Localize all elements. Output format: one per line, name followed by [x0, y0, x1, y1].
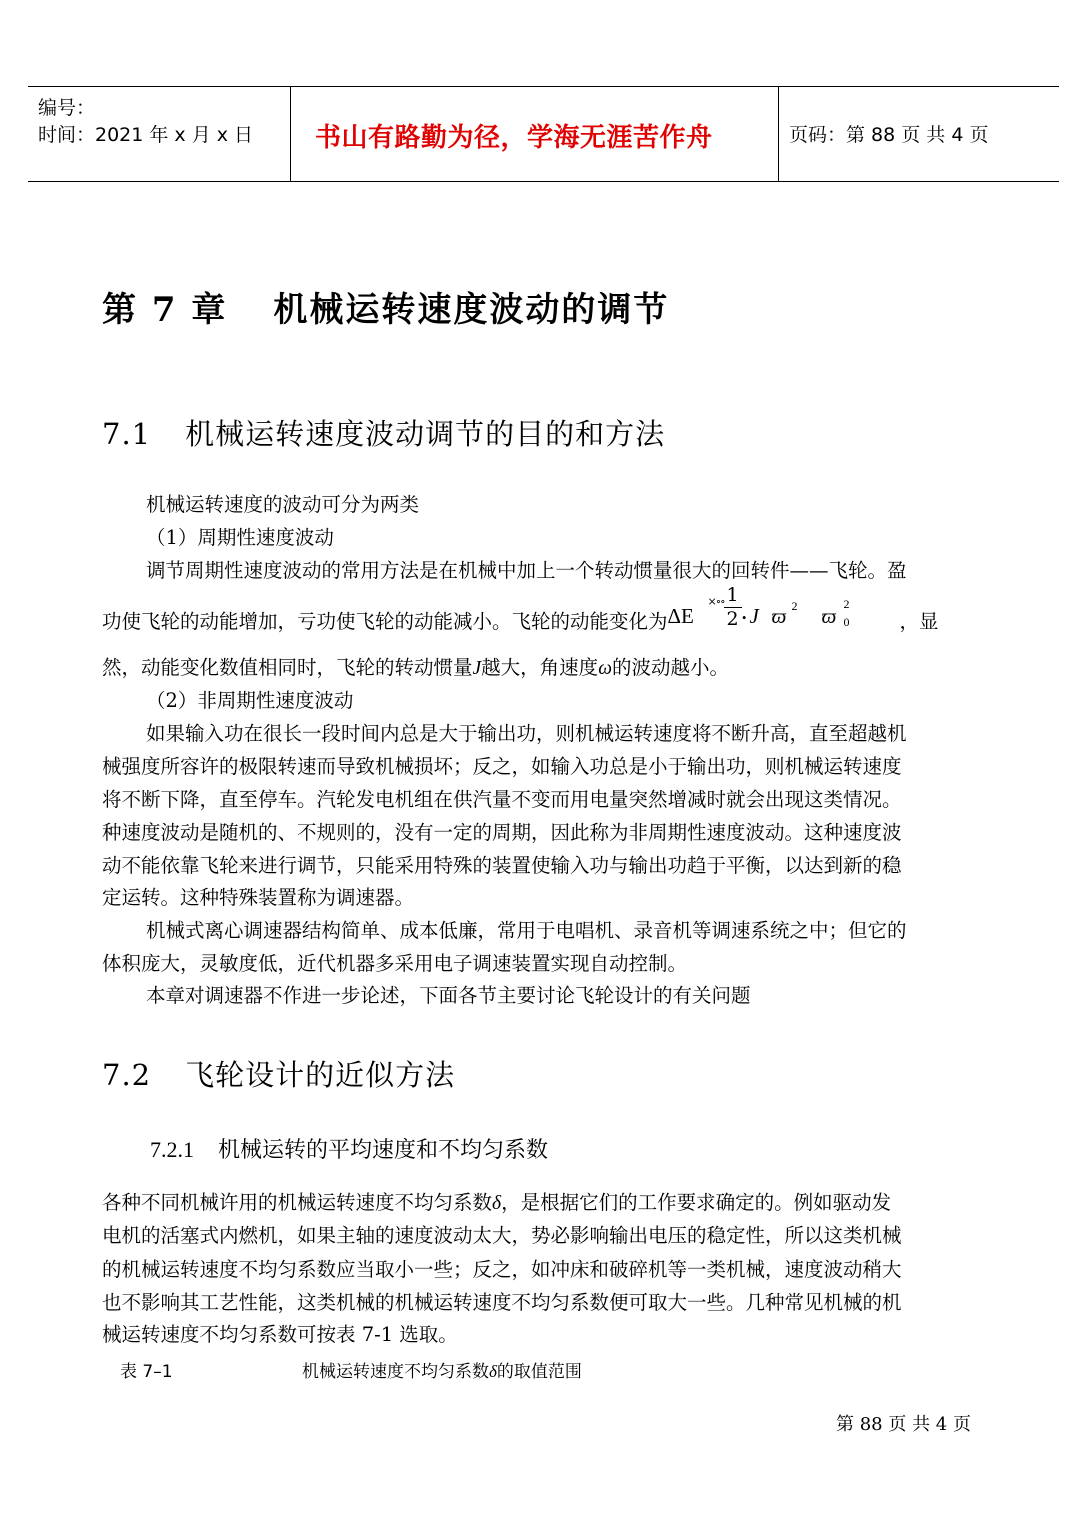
header-motto-cell: [290, 87, 779, 181]
formula-omega: ϖ: [771, 604, 787, 628]
formula-fraction: [724, 586, 742, 629]
section-heading-7-2: [102, 1053, 455, 1094]
page-info: 页码：第 88 页 共 4 页: [789, 124, 989, 146]
table-label: 表 7–1: [120, 1362, 173, 1382]
paragraph: 定运转。这种特殊装置称为调速器。: [102, 886, 415, 909]
chapter-title: [102, 282, 669, 331]
paragraph: 动不能依靠飞轮来进行调节，只能采用特殊的装置使输入功与输出功趋于平衡，以达到新的稳: [102, 854, 902, 877]
formula-subscript: 0: [843, 615, 850, 629]
formula-numerator: 1: [726, 584, 739, 606]
subsection-heading-7-2-1: [150, 1133, 548, 1164]
paragraph: 将不断下降，直至停车。汽轮发电机组在供汽量不变而用电量突然增减时就会出现这类情况。: [102, 788, 902, 811]
paragraph: 也不影响其工艺性能，这类机械的机械运转速度不均匀系数便可取大一些。几种常见机械的机: [102, 1291, 902, 1314]
paragraph-text: 然，动能变化数值相同时，飞轮的转动惯量: [102, 656, 473, 679]
paragraph: [102, 1193, 891, 1214]
formula-denominator: 2: [726, 608, 739, 630]
paragraph: 种速度波动是随机的、不规则的，没有一定的周期，因此称为非周期性速度波动。这种速度波: [102, 821, 902, 844]
header-page-cell: [779, 87, 1059, 181]
formula-delta-e: ΔE: [667, 604, 694, 628]
table-title: [302, 1357, 582, 1382]
paragraph: 本章对调速器不作进一步论述，下面各节主要讨论飞轮设计的有关问题: [146, 984, 751, 1007]
header-left-cell: [28, 87, 290, 181]
paragraph: 的机械运转速度不均匀系数应当取小一些；反之，如冲床和破碎机等一类机械，速度波动稍大: [102, 1258, 902, 1281]
section-number: 7.2: [102, 1058, 152, 1092]
inertia-symbol: J: [472, 658, 482, 679]
section-title: 飞轮设计的近似方法: [185, 1058, 456, 1092]
paragraph: （1）周期性速度波动: [146, 526, 334, 549]
delta-symbol: δ: [492, 1193, 502, 1214]
formula-omega0: ϖ: [821, 604, 837, 628]
table-title-text: 机械运转速度不均匀系数: [302, 1362, 489, 1382]
paragraph-text: 各种不同机械许用的机械运转速度不均匀系数: [102, 1191, 493, 1214]
chapter-number: 第 7 章: [102, 290, 228, 330]
paragraph-text: 功使飞轮的动能增加，亏功使飞轮的动能减小。飞轮的动能变化为: [102, 610, 668, 633]
number-label: 编号：: [38, 97, 96, 119]
paragraph: 调节周期性速度波动的常用方法是在机械中加上一个转动惯量很大的回转件——飞轮。盈: [146, 559, 907, 582]
paragraph: 机械运转速度的波动可分为两类: [146, 493, 420, 516]
subsection-title: 机械运转的平均速度和不均匀系数: [218, 1138, 549, 1163]
section-number: 7.1: [102, 417, 152, 451]
formula-superscript: 2: [791, 599, 798, 613]
motto: 书山有路勤为径，学海无涯苦作舟: [315, 123, 713, 153]
formula-inertia: J: [749, 604, 759, 628]
paragraph: 械强度所容许的极限转速而导致机械损坏；反之，如输入功总是小于输出功，则机械运转速度: [102, 755, 902, 778]
formula-artifact: ∙: [741, 611, 747, 624]
formula-artifact: ×∘∘: [707, 595, 725, 608]
omega-symbol: ω: [598, 658, 612, 679]
paragraph: 电机的活塞式内燃机，如果主轴的速度波动太大，势必影响输出电压的稳定性，所以这类机械: [102, 1224, 902, 1247]
page-header: [28, 86, 1059, 182]
chapter-title-text: 机械运转速度波动的调节: [273, 290, 670, 330]
paragraph-with-formula: [102, 584, 939, 633]
paragraph: 械运转速度不均匀系数可按表 7-1 选取。: [102, 1323, 458, 1346]
kinetic-energy-formula: [667, 584, 900, 630]
paragraph-text: 的波动越小。: [611, 656, 729, 679]
paragraph-text: ，是根据它们的工作要求确定的。例如驱动发: [501, 1191, 892, 1214]
date-label: 时间：2021 年 x 月 x 日: [38, 124, 254, 146]
paragraph: 机械式离心调速器结构简单、成本低廉，常用于电唱机、录音机等调速系统之中；但它的: [146, 919, 907, 942]
page-footer: 第 88 页 共 4 页: [836, 1414, 971, 1435]
paragraph: 体积庞大，灵敏度低，近代机器多采用电子调速装置实现自动控制。: [102, 952, 688, 975]
section-title: 机械运转速度波动调节的目的和方法: [185, 417, 666, 451]
paragraph-text: ，显: [899, 610, 939, 633]
table-title-text: 的取值范围: [496, 1362, 582, 1382]
delta-symbol: δ: [489, 1362, 497, 1381]
paragraph: 如果输入功在很长一段时间内总是大于输出功，则机械运转速度将不断升高，直至超越机: [146, 722, 907, 745]
paragraph: [102, 658, 729, 679]
formula-superscript: 2: [843, 597, 850, 611]
paragraph: （2）非周期性速度波动: [146, 689, 354, 712]
paragraph-text: 越大，角速度: [481, 656, 599, 679]
section-heading-7-1: [102, 412, 665, 453]
subsection-number: 7.2.1: [150, 1137, 194, 1162]
